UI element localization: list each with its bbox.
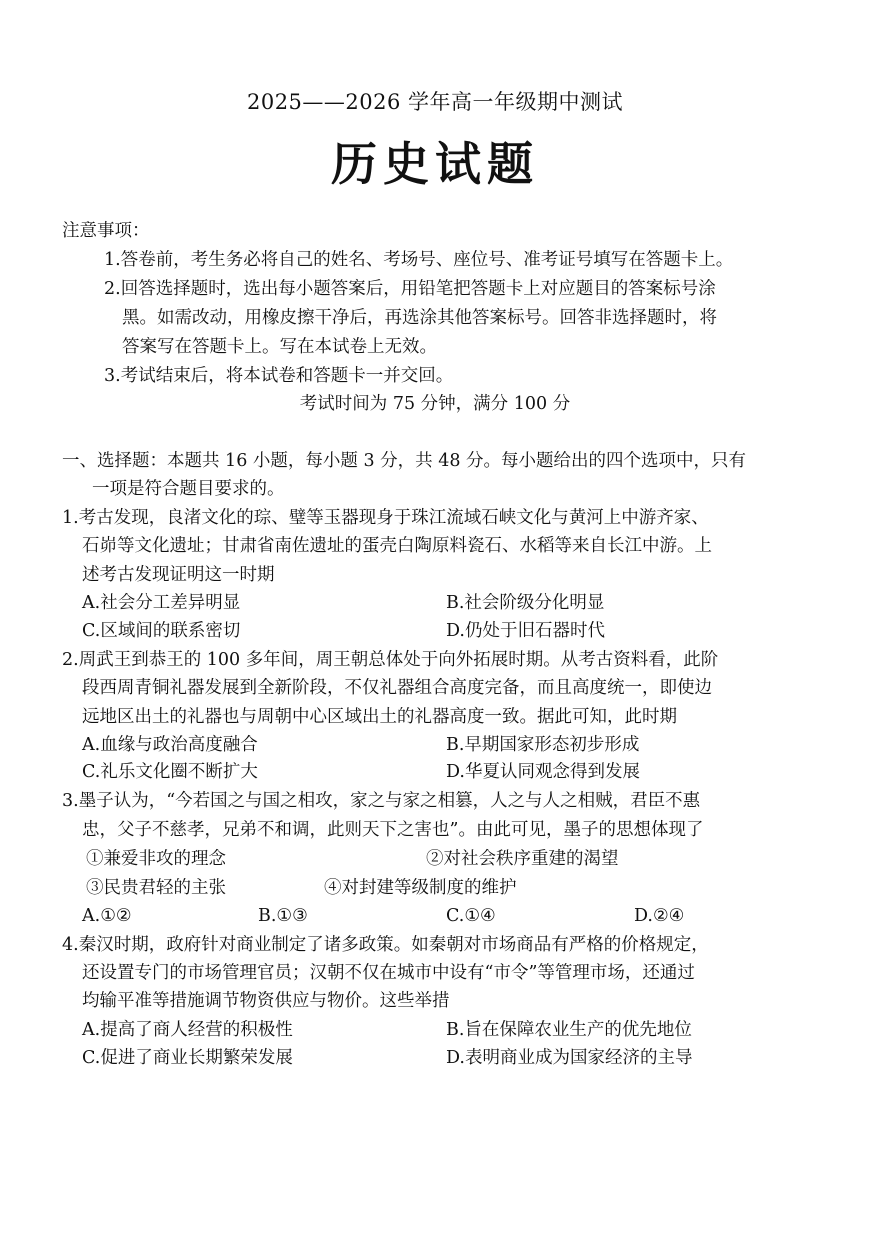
question-4-line-1: 4.秦汉时期，政府针对商业制定了诸多政策。如秦朝对市场商品有严格的价格规定，	[62, 935, 709, 955]
notice-item-3: 3.考试结束后，将本试卷和答题卡一并交回。	[104, 366, 454, 386]
question-1-line-1: 1.考古发现，良渚文化的琮、璧等玉器现身于珠江流域石峡文化与黄河上中游齐家、	[62, 508, 709, 528]
question-4-line-3: 均输平准等措施调节物资供应与物价。这些举措	[82, 991, 450, 1011]
exam-time-info: 考试时间为 75 分钟，满分 100 分	[299, 394, 571, 414]
question-2-line-2: 段西周青铜礼器发展到全新阶段，不仅礼器组合高度完备，而且高度统一，即使边	[82, 678, 712, 698]
section-heading-line-2: 一项是符合题目要求的。	[92, 479, 285, 499]
notice-item-2-line-3: 答案写在答题卡上。写在本试卷上无效。	[122, 337, 437, 357]
question-3-line-2: 忠，父子不慈孝，兄弟不和调，此则天下之害也”。由此可见，墨子的思想体现了	[82, 820, 704, 840]
notice-item-2-line-1: 2.回答选择题时，选出每小题答案后，用铅笔把答题卡上对应题目的答案标号涂	[104, 279, 716, 299]
question-3-statement-3: ③民贵君轻的主张	[86, 878, 226, 898]
question-4-option-d: D.表明商业成为国家经济的主导	[446, 1048, 693, 1068]
question-4-option-b: B.旨在保障农业生产的优先地位	[446, 1020, 692, 1040]
page-title: 历史试题	[331, 137, 539, 191]
question-2-option-c: C.礼乐文化圈不断扩大	[82, 762, 258, 782]
question-3-option-a: A.①②	[82, 906, 132, 926]
notice-item-1: 1.答卷前，考生务必将自己的姓名、考场号、座位号、准考证号填写在答题卡上。	[104, 250, 734, 270]
exam-name: 2025——2026 学年高一年级期中测试	[246, 90, 624, 114]
section-heading-line-1: 一、选择题：本题共 16 小题，每小题 3 分，共 48 分。每小题给出的四个选项中，只有	[62, 451, 747, 471]
question-4-line-2: 还设置专门的市场管理官员；汉朝不仅在城市中设有“市令”等管理市场，还通过	[82, 963, 695, 983]
question-4-option-a: A.提高了商人经营的积极性	[82, 1020, 293, 1040]
question-1-option-d: D.仍处于旧石器时代	[446, 621, 605, 641]
question-3-option-d: D.②④	[634, 906, 685, 926]
question-1-line-3: 述考古发现证明这一时期	[82, 565, 275, 585]
question-2-option-a: A.血缘与政治高度融合	[82, 735, 258, 755]
question-3-line-1: 3.墨子认为，“今若国之与国之相攻，家之与家之相篡，人之与人之相贼，君臣不惠	[62, 791, 701, 811]
question-1-line-2: 石峁等文化遗址；甘肃省南佐遗址的蛋壳白陶原料瓷石、水稻等来自长江中游。上	[82, 536, 712, 556]
question-2-line-1: 2.周武王到恭王的 100 多年间，周王朝总体处于向外拓展时期。从考古资料看，此阶	[62, 650, 719, 670]
question-2-option-d: D.华夏认同观念得到发展	[446, 762, 640, 782]
question-1-option-c: C.区域间的联系密切	[82, 621, 241, 641]
question-3-statement-4: ④对封建等级制度的维护	[324, 878, 517, 898]
question-2-line-3: 远地区出土的礼器也与周朝中心区域出土的礼器高度一致。据此可知，此时期	[82, 707, 677, 727]
question-4-option-c: C.促进了商业长期繁荣发展	[82, 1048, 293, 1068]
notice-item-2-line-2: 黑。如需改动，用橡皮擦干净后，再选涂其他答案标号。回答非选择题时，将	[122, 308, 717, 328]
notice-heading: 注意事项：	[62, 221, 150, 241]
question-3-option-c: C.①④	[446, 906, 496, 926]
question-3-statement-2: ②对社会秩序重建的渴望	[426, 849, 619, 869]
question-1-option-b: B.社会阶级分化明显	[446, 593, 605, 613]
question-3-option-b: B.①③	[258, 906, 308, 926]
question-3-statement-1: ①兼爱非攻的理念	[86, 849, 226, 869]
question-2-option-b: B.早期国家形态初步形成	[446, 735, 640, 755]
question-1-option-a: A.社会分工差异明显	[82, 593, 241, 613]
